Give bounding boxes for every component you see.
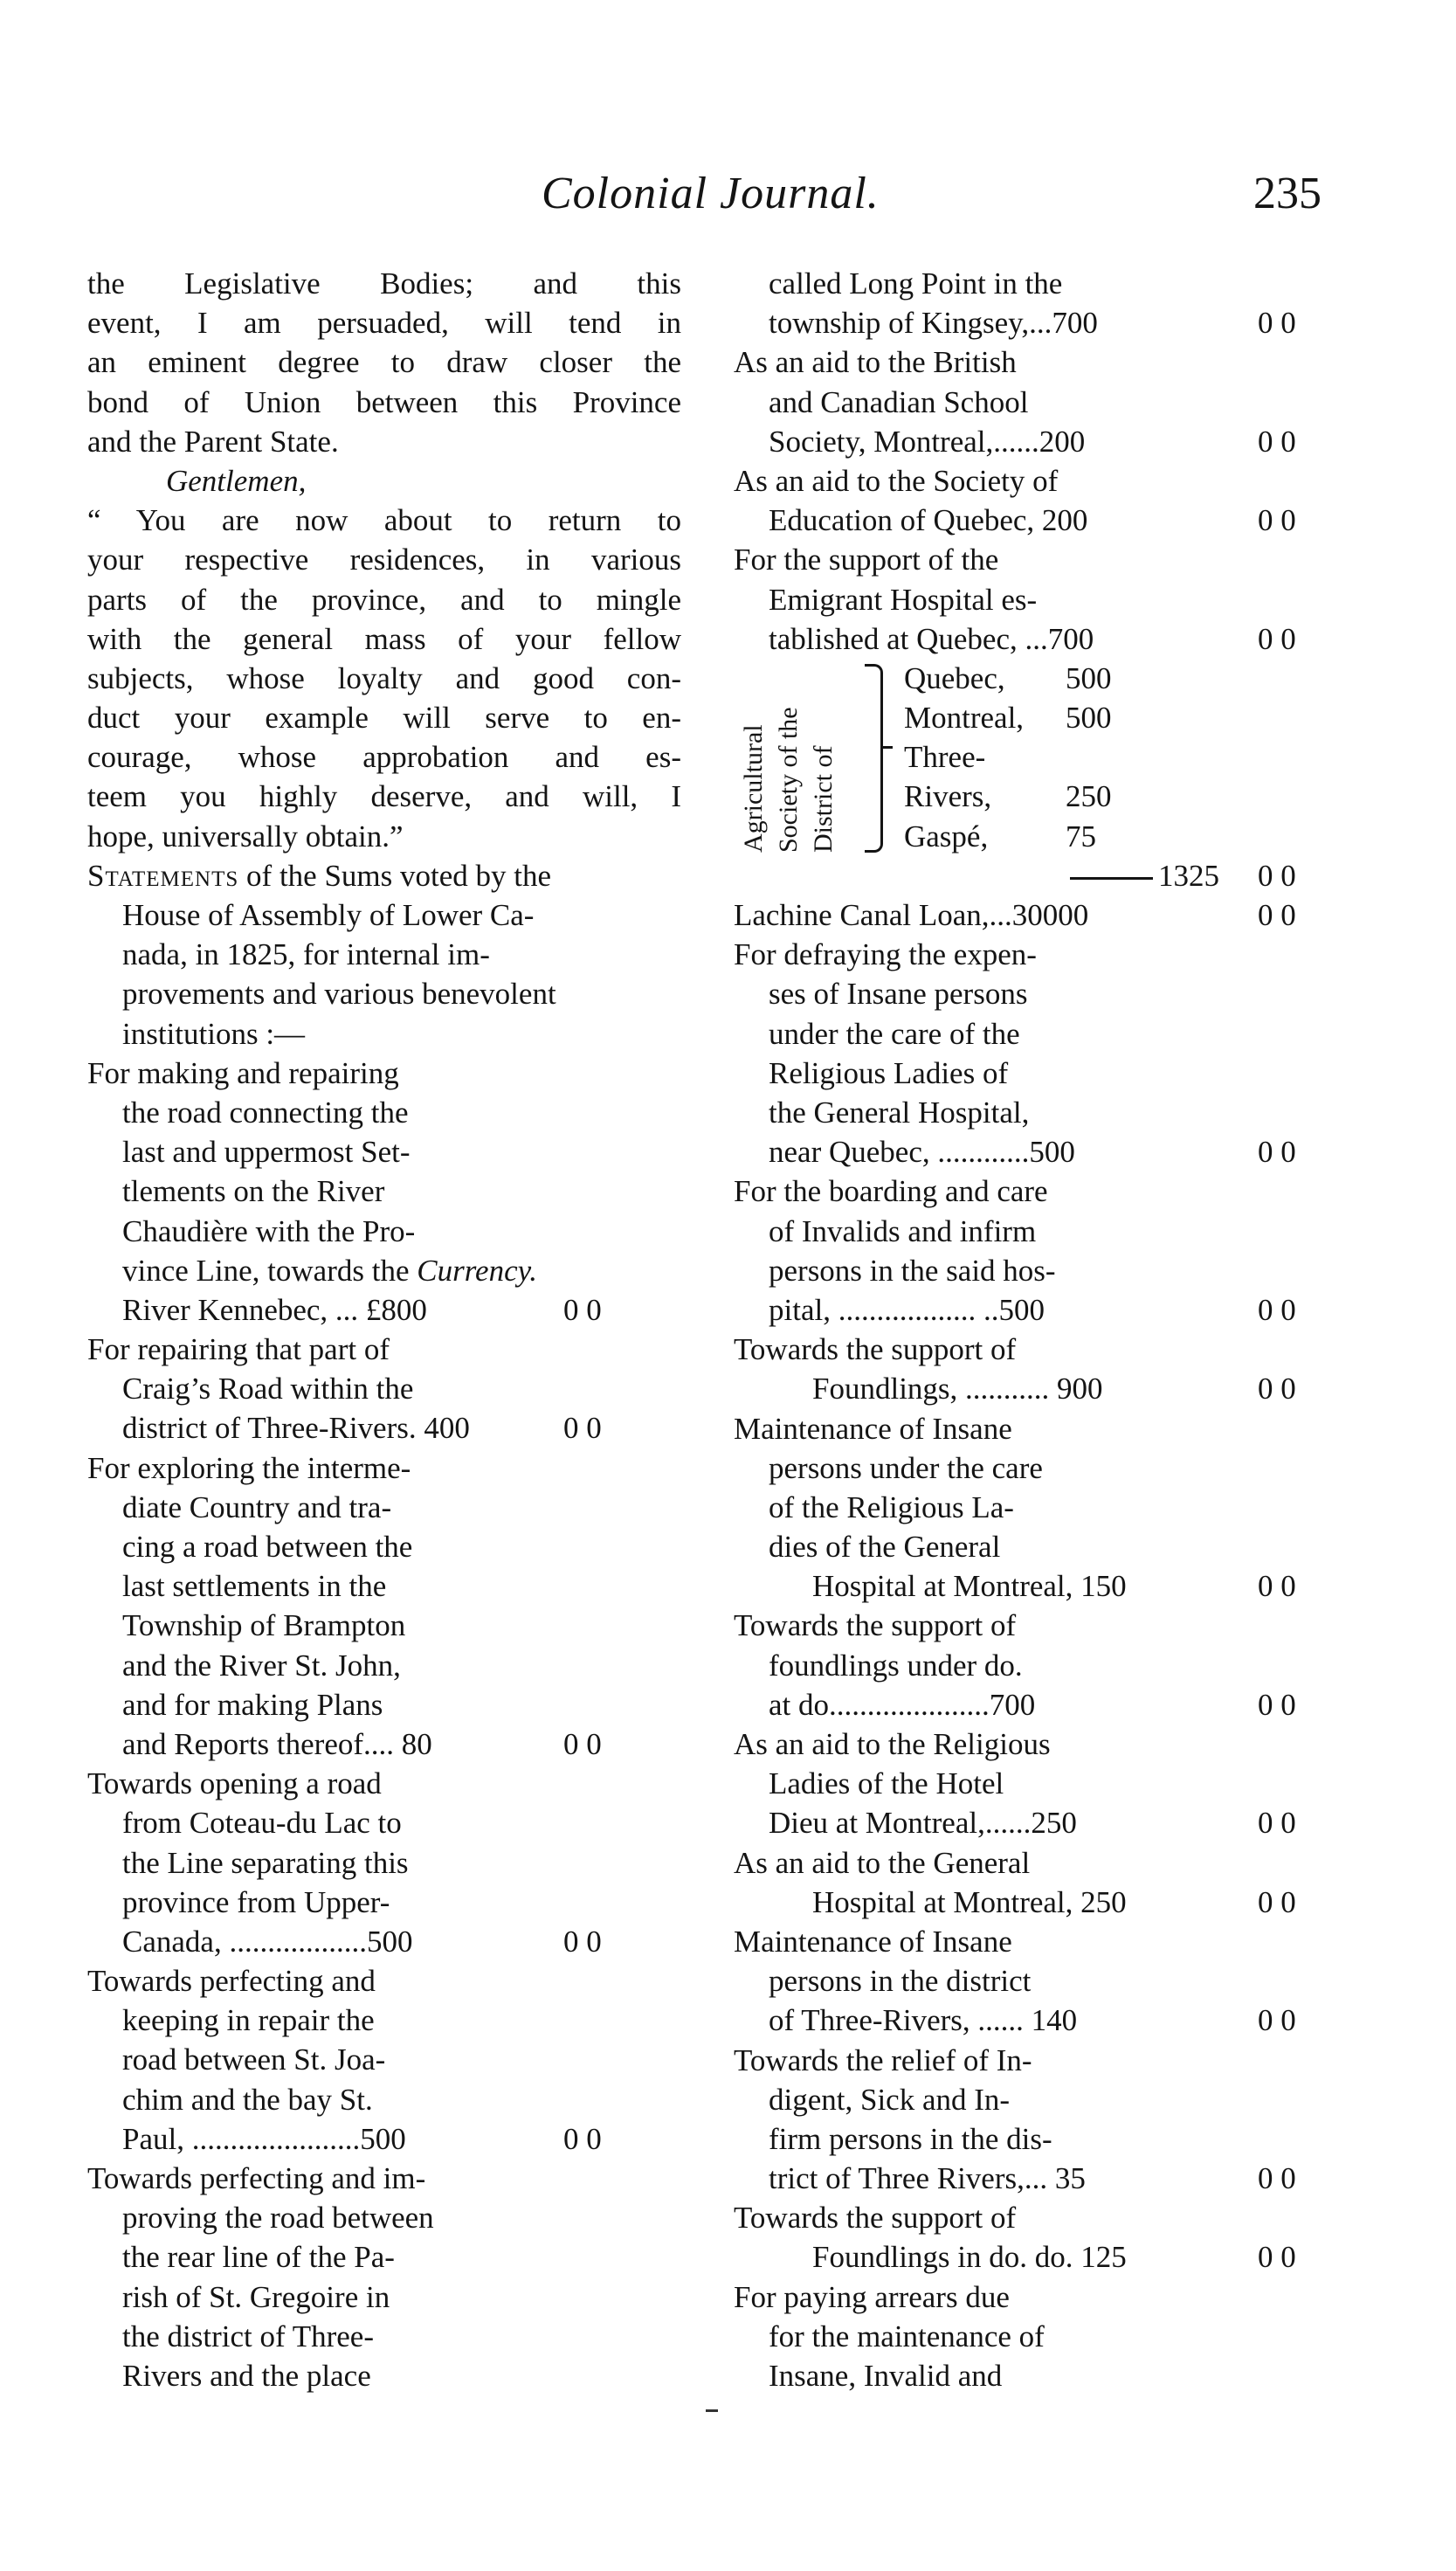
item-line: called Long Point in the	[769, 266, 1063, 301]
item-line: dies of the General	[769, 1530, 1001, 1565]
currency-label: Currency.	[417, 1253, 537, 1288]
item-line: For defraying the expen-	[734, 937, 1037, 972]
vertical-label: Agricultural	[739, 724, 768, 853]
item-sum: Hospital at Montreal, 250	[812, 1884, 1127, 1919]
item-shillings-pence: 0 0	[1258, 1292, 1296, 1327]
item-amount-line	[87, 1724, 681, 1764]
item-line: Towards the support of	[734, 1608, 1017, 1643]
item-line: the Line separating this	[122, 1845, 409, 1880]
item-amount-line	[734, 1566, 1345, 1606]
item-amount-line	[734, 1883, 1345, 1922]
item-shillings-pence: 0 0	[1258, 2240, 1296, 2275]
item-sum: near Quebec, ............500	[769, 1135, 1075, 1170]
district-amount: 250	[1066, 779, 1112, 814]
item-amount-line	[87, 1408, 681, 1448]
item-sum: Lachine Canal Loan,...30000	[734, 898, 1089, 933]
agricultural-total-line	[734, 856, 1345, 895]
right-column	[734, 264, 1345, 2395]
item-sum: Paul, ......................500	[122, 2121, 406, 2156]
vertical-label: Society of the	[774, 707, 803, 853]
item-amount-line	[87, 1922, 681, 1961]
item-amount-line	[734, 2237, 1345, 2277]
item-sum: River Kennebec, ... £800	[122, 1292, 427, 1327]
item-amount-line	[87, 2119, 681, 2159]
item-line: ses of Insane persons	[769, 977, 1028, 1012]
body-line: hope, universally obtain.”	[87, 819, 404, 854]
district-name: Montreal,	[904, 701, 1025, 736]
body-line: and the Parent State.	[87, 424, 339, 459]
item-line: and Canadian School	[769, 384, 1029, 419]
item-line: keeping in repair the	[122, 2003, 375, 2038]
item-line: cing a road between the	[122, 1530, 413, 1564]
brace-shape	[865, 664, 883, 853]
item-sum: and Reports thereof.... 80	[122, 1726, 432, 1761]
section-heading-line: nada, in 1825, for internal im-	[122, 937, 490, 972]
district-name: Rivers,	[904, 779, 992, 814]
item-line: Insane, Invalid and	[769, 2359, 1003, 2393]
item-sum: township of Kingsey,...700	[769, 306, 1098, 341]
footer-mark	[706, 2409, 718, 2412]
item-line	[87, 1251, 681, 1290]
body-line: courage, whose approbation and es-	[87, 740, 681, 775]
section-heading-line: institutions :—	[122, 1016, 306, 1051]
item-amount-line	[734, 2001, 1345, 2040]
item-sum: trict of Three Rivers,... 35	[769, 2161, 1086, 2196]
item-sum: pital, .................. ..500	[769, 1292, 1045, 1327]
section-heading-line	[87, 856, 681, 895]
item-line: As an aid to the Society of	[734, 463, 1059, 498]
brace-tip	[880, 746, 893, 749]
total-rule	[1070, 877, 1153, 880]
item-line: rish of St. Gregoire in	[122, 2279, 390, 2314]
item-line: of the Religious La-	[769, 1489, 1014, 1524]
item-line: Towards the support of	[734, 2201, 1017, 2236]
item-sum: of Three-Rivers, ...... 140	[769, 2003, 1078, 2038]
item-line: Craig’s Road within the	[122, 1372, 414, 1406]
item-line: firm persons in the dis-	[769, 2121, 1052, 2156]
item-line: As an aid to the British	[734, 345, 1017, 380]
item-shillings-pence: 0 0	[1258, 2161, 1296, 2196]
item-line: and the River St. John,	[122, 1648, 401, 1683]
agricultural-total-group	[1070, 856, 1219, 895]
item-amount-line	[734, 1369, 1345, 1408]
body-line: with the general mass of your fellow	[87, 621, 681, 656]
body-line: “ You are now about to return to	[87, 503, 681, 538]
item-shillings-pence: 0 0	[563, 1292, 602, 1327]
item-line: and for making Plans	[122, 1687, 383, 1722]
item-sum: Dieu at Montreal,......250	[769, 1806, 1077, 1841]
item-sum: Foundlings, ........... 900	[812, 1372, 1103, 1406]
body-line: teem you highly deserve, and will, I	[87, 779, 681, 814]
item-line: Towards perfecting and	[87, 1964, 376, 1999]
item-shillings-pence: 0 0	[1258, 2003, 1296, 2038]
item-shillings-pence: 0 0	[563, 1726, 602, 1761]
item-shillings-pence: 0 0	[1258, 1687, 1296, 1722]
item-shillings-pence: 0 0	[1258, 503, 1296, 538]
item-sum: at do.....................700	[769, 1687, 1036, 1722]
item-sum: Society, Montreal,......200	[769, 424, 1086, 459]
item-amount-line	[734, 422, 1345, 461]
agricultural-society-label	[734, 659, 838, 860]
district-name: Quebec,	[904, 660, 1005, 695]
item-line: province from Upper-	[122, 1884, 390, 1919]
item-shillings-pence: 0 0	[563, 1924, 602, 1959]
item-line: For paying arrears due	[734, 2279, 1010, 2314]
section-heading: Statements	[87, 858, 239, 893]
item-line: under the care of the	[769, 1016, 1020, 1051]
item-amount-line	[734, 1685, 1345, 1724]
item-shillings-pence: 0 0	[1258, 1135, 1296, 1170]
item-line: proving the road between	[122, 2201, 434, 2236]
district-name: Three-	[904, 740, 986, 775]
item-shillings-pence: 0 0	[1258, 424, 1296, 459]
item-line: Maintenance of Insane	[734, 1924, 1012, 1959]
district-amount: 75	[1066, 819, 1096, 854]
item-sum: district of Three-Rivers. 400	[122, 1411, 470, 1446]
item-line: As an aid to the Religious	[734, 1727, 1051, 1761]
item-sum: Canada, ..................500	[122, 1924, 413, 1959]
item-shillings-pence: 0 0	[1258, 1884, 1296, 1919]
item-amount-line	[734, 2159, 1345, 2198]
body-line: subjects, whose loyalty and good con-	[87, 660, 681, 695]
body-line: bond of Union between this Province	[87, 384, 681, 419]
item-line: road between St. Joa-	[122, 2042, 386, 2077]
item-line: tlements on the River	[122, 1174, 385, 1209]
item-shillings-pence: 0 0	[1258, 621, 1296, 656]
item-line: For exploring the interme-	[87, 1450, 411, 1485]
district-amount: 500	[1066, 701, 1112, 736]
item-line: Towards opening a road	[87, 1766, 382, 1801]
section-heading-rest: of the Sums voted by the	[238, 858, 552, 893]
left-column	[87, 264, 681, 2395]
item-line: last and uppermost Set-	[122, 1135, 411, 1170]
salutation: Gentlemen,	[166, 463, 307, 498]
agricultural-total: 1325	[1158, 858, 1219, 893]
item-line: for the maintenance of	[769, 2319, 1045, 2353]
item-sum: Education of Quebec, 200	[769, 503, 1088, 538]
item-shillings-pence: 0 0	[1258, 1372, 1296, 1406]
item-shillings-pence: 0 0	[563, 2121, 602, 2156]
item-amount-line	[734, 1132, 1345, 1171]
page-number: 235	[1253, 169, 1321, 218]
item-amount-line	[734, 619, 1345, 659]
item-amount-line	[734, 1290, 1345, 1330]
item-shillings-pence: 0 0	[1258, 306, 1296, 341]
item-line: the district of Three-	[122, 2319, 374, 2353]
item-amount-line	[734, 303, 1345, 342]
district-amount: 500	[1066, 660, 1112, 695]
item-line: the General Hospital,	[769, 1095, 1030, 1130]
item-line: For the boarding and care	[734, 1174, 1048, 1209]
item-line: from Coteau-du Lac to	[122, 1806, 402, 1841]
item-line: of Invalids and infirm	[769, 1213, 1037, 1248]
item-line: Religious Ladies of	[769, 1055, 1009, 1090]
item-line: persons in the said hos-	[769, 1253, 1056, 1288]
section-heading-line: provements and various benevolent	[122, 977, 556, 1012]
item-line: Towards perfecting and im-	[87, 2161, 426, 2195]
item-line: diate Country and tra-	[122, 1489, 392, 1524]
item-shillings-pence: 0 0	[1258, 898, 1296, 933]
item-line: Emigrant Hospital es-	[769, 582, 1038, 617]
item-line: For making and repairing	[87, 1055, 399, 1090]
body-line: your respective residences, in various	[87, 543, 681, 577]
item-line: Rivers and the place	[122, 2358, 371, 2393]
item-line: the road connecting the	[122, 1095, 409, 1130]
body-line: event, I am persuaded, will tend in	[87, 306, 681, 341]
item-sum: tablished at Quebec, ...700	[769, 621, 1094, 656]
body-line: an eminent degree to draw closer the	[87, 345, 681, 380]
body-line: duct your example will serve to en-	[87, 701, 681, 736]
item-shillings-pence: 0 0	[1258, 1806, 1296, 1841]
item-line: Ladies of the Hotel	[769, 1766, 1004, 1801]
item-amount-line	[87, 1290, 681, 1330]
item-line: For the support of the	[734, 543, 999, 577]
item-shillings-pence: 0 0	[563, 1411, 602, 1446]
item-line: For repairing that part of	[87, 1332, 390, 1367]
item-amount-line	[734, 501, 1345, 540]
item-line: the rear line of the Pa-	[122, 2240, 395, 2275]
item-line: Towards the relief of In-	[734, 2042, 1032, 2077]
vertical-label: District of	[809, 745, 838, 853]
item-sum: Hospital at Montreal, 150	[812, 1569, 1127, 1604]
item-line: digent, Sick and In-	[769, 2082, 1011, 2117]
running-head-title: Colonial Journal.	[542, 169, 880, 218]
item-line: Towards the support of	[734, 1332, 1017, 1367]
district-name: Gaspé,	[904, 819, 989, 854]
body-line: the Legislative Bodies; and this	[87, 266, 681, 301]
item-sum: Foundlings in do. do. 125	[812, 2240, 1127, 2275]
item-line: chim and the bay St.	[122, 2082, 373, 2117]
item-line: persons under the care	[769, 1450, 1043, 1485]
item-shillings-pence: 0 0	[1258, 1569, 1296, 1604]
item-amount-line	[734, 895, 1345, 935]
item-line: Maintenance of Insane	[734, 1411, 1012, 1446]
item-line: persons in the district	[769, 1964, 1032, 1999]
agricultural-society-block	[734, 659, 1345, 856]
item-line: foundlings under do.	[769, 1648, 1023, 1683]
item-shillings-pence: 0 0	[1258, 858, 1296, 893]
section-heading-line: House of Assembly of Lower Ca-	[122, 898, 535, 932]
item-text: vince Line, towards the	[122, 1253, 410, 1288]
item-line: Township of Brampton	[122, 1608, 406, 1643]
body-line: parts of the province, and to mingle	[87, 582, 681, 617]
item-line: As an aid to the General	[734, 1845, 1031, 1880]
item-line: Chaudière with the Pro-	[122, 1213, 416, 1248]
item-line: last settlements in the	[122, 1569, 387, 1604]
item-amount-line	[734, 1803, 1345, 1842]
